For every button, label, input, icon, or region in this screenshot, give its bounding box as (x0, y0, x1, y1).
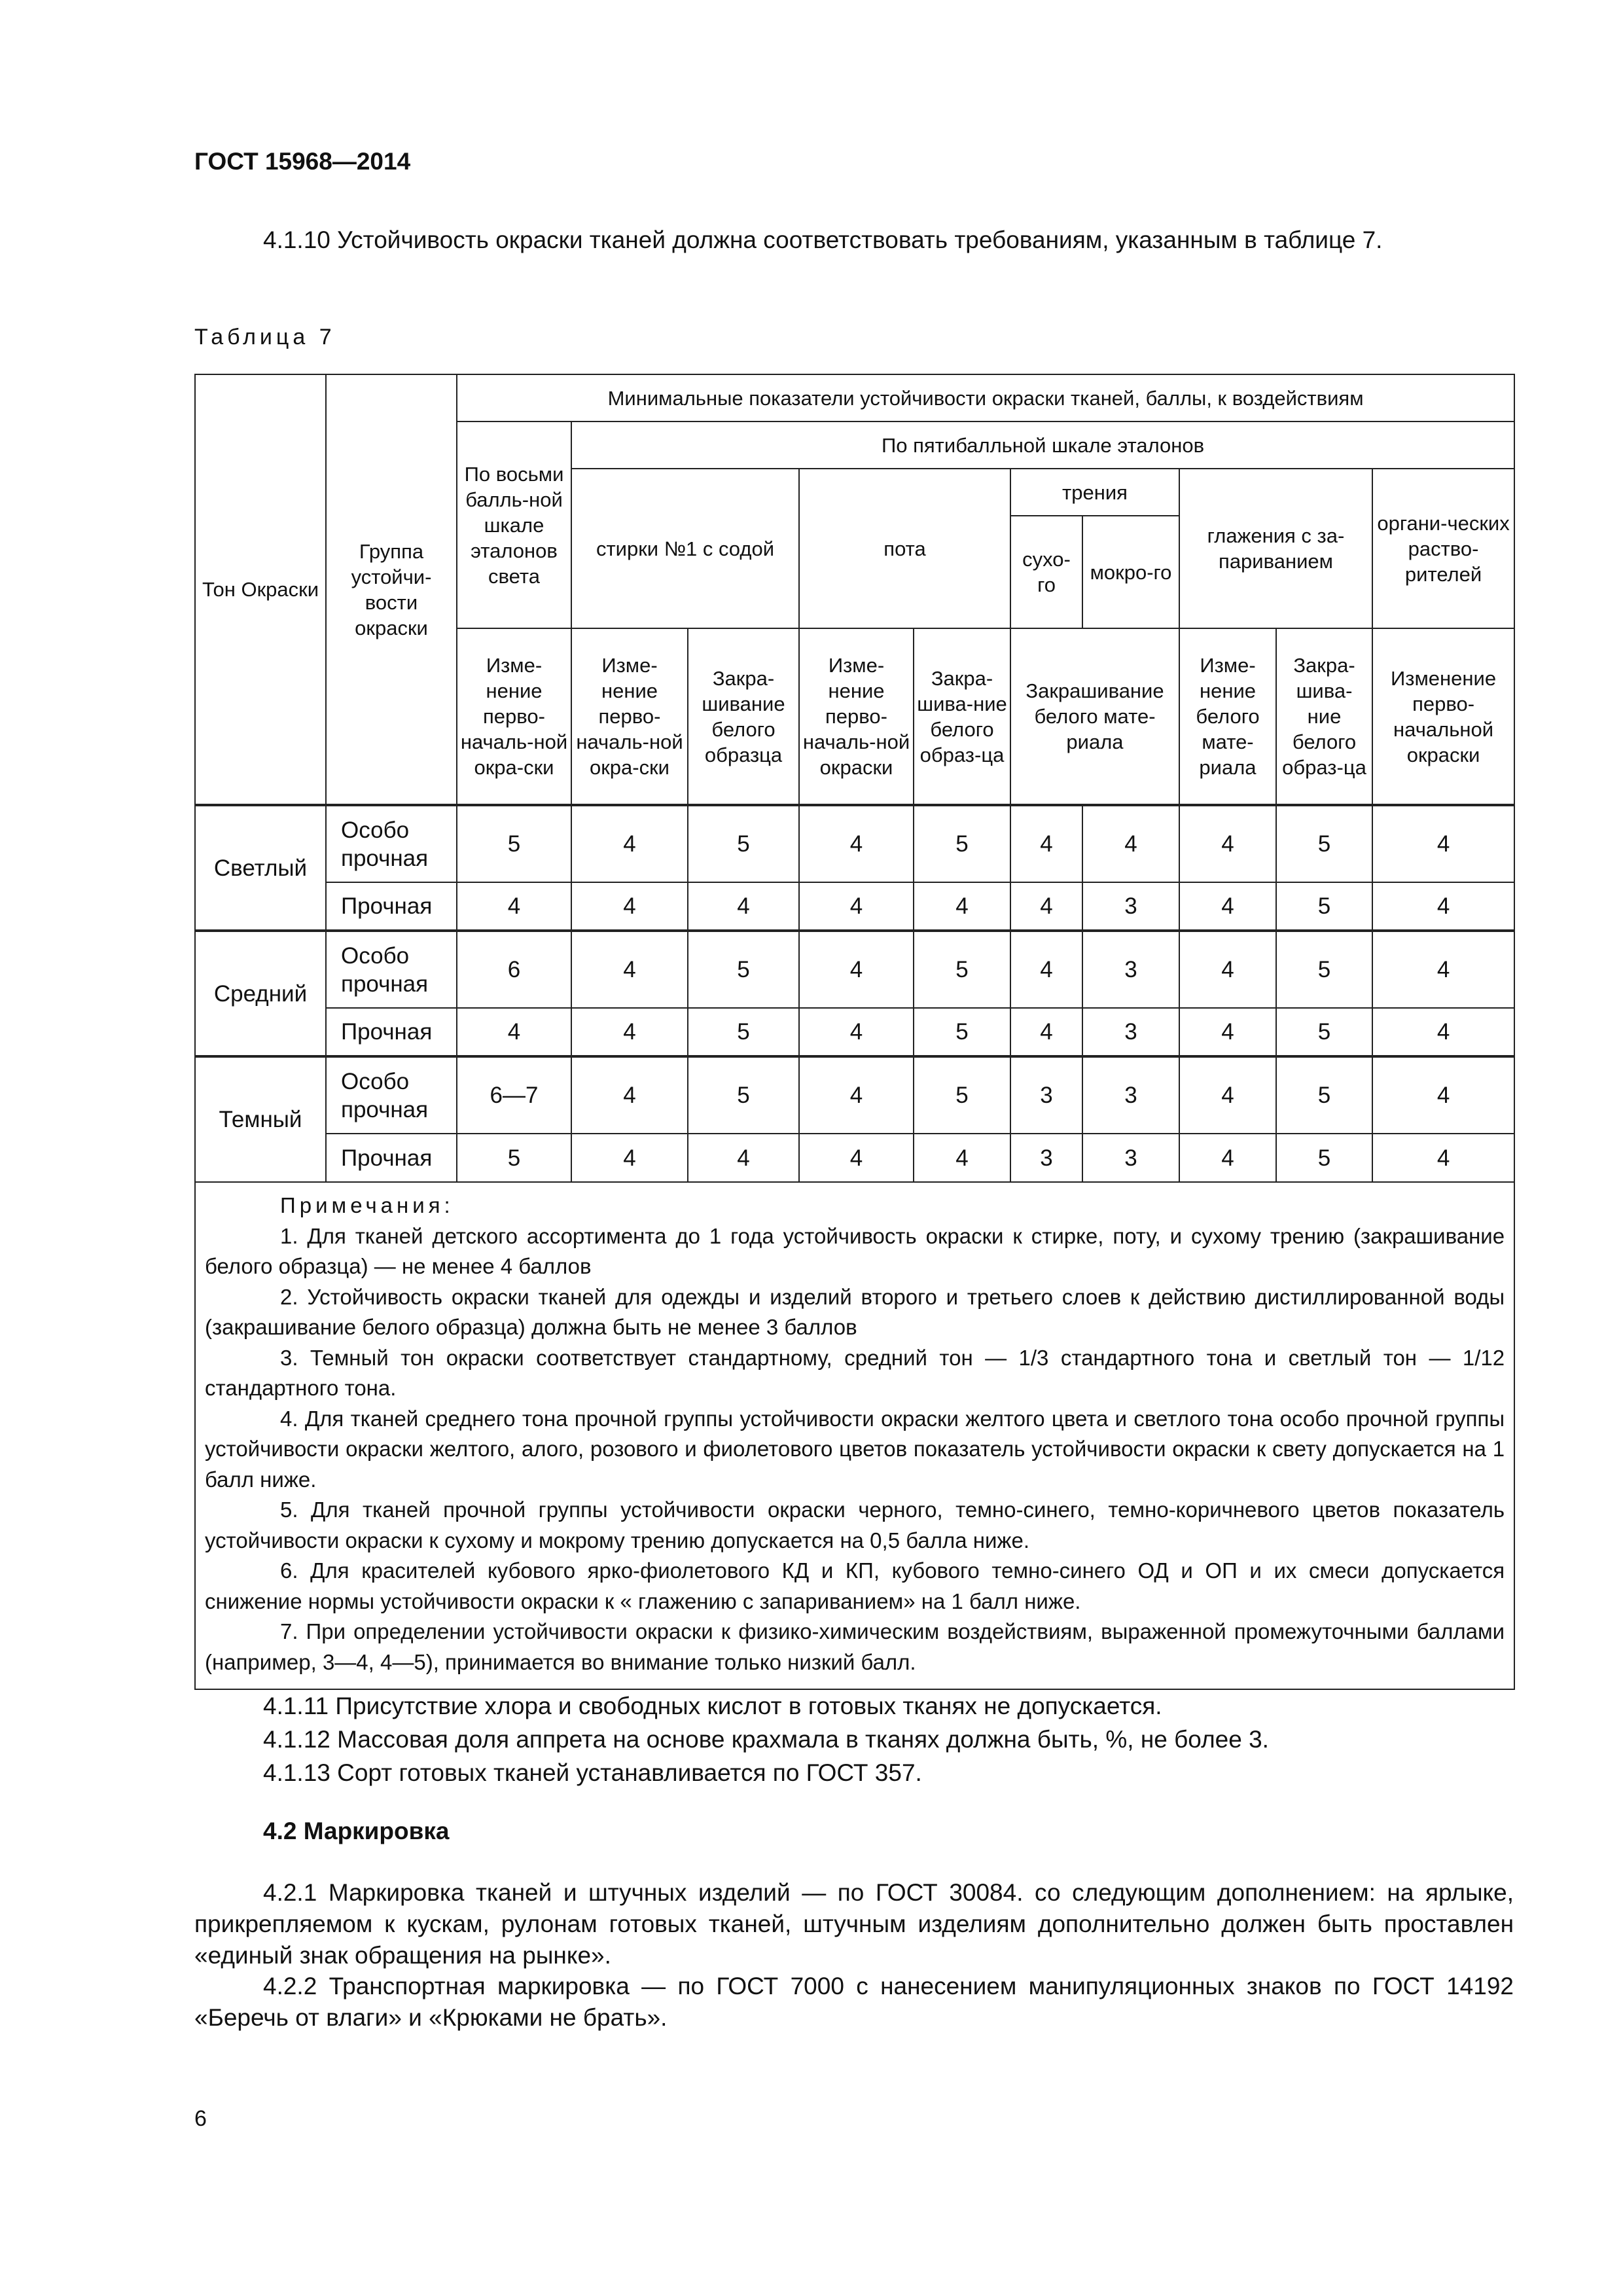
value-cell: 4 (1372, 805, 1514, 882)
table-row (195, 1056, 1514, 1134)
value-cell: 4 (799, 882, 914, 931)
table-row (195, 1008, 1514, 1056)
value-cell: 4 (1372, 931, 1514, 1008)
standard-header: ГОСТ 15968—2014 (194, 148, 411, 175)
value-cell: 4 (1179, 805, 1276, 882)
value-cell: 6—7 (457, 1056, 571, 1134)
value-cell: 4 (688, 882, 799, 931)
header-tone: Тон Окраски (195, 374, 326, 805)
table-label: Таблица 7 (194, 325, 336, 350)
value-cell: 4 (799, 931, 914, 1008)
value-cell: 5 (1276, 805, 1372, 882)
value-cell: 5 (688, 805, 799, 882)
value-cell: 4 (457, 882, 571, 931)
value-cell: 4 (914, 882, 1010, 931)
value-cell: 5 (1276, 1134, 1372, 1182)
paragraph-4-2-1: 4.2.1 Маркировка тканей и штучных изделий — по ГОСТ 30084. со следующим дополнением: на ярлыке, прикрепляемом к кускам, рулонам готовых тканей, штучным изделиям дополнительно должен быть проставлен «единый знак обращения на рынке». (194, 1879, 1514, 1969)
tone-cell: Светлый (195, 805, 326, 931)
sub-change-solvents: Изменение перво-начальной окраски (1372, 628, 1514, 805)
header-five-scale: По пятибалльной шкале эталонов (571, 422, 1514, 469)
value-cell: 4 (799, 1008, 914, 1056)
value-cell: 4 (799, 1056, 914, 1134)
sub-change-ironing: Изме-нение белого мате-риала (1179, 628, 1276, 805)
value-cell: 5 (914, 805, 1010, 882)
table-row (195, 805, 1514, 882)
note-3: 3. Темный тон окраски соответствует стандартному, средний тон — 1/3 стандартного тона и светлый тон — 1/12 стандартного тона. (205, 1345, 1505, 1400)
sub-change-light: Изме-нение перво-началь-ной окра-ски (457, 628, 571, 805)
value-cell: 4 (1179, 882, 1276, 931)
paragraph-4-1-12: 4.1.12 Массовая доля аппрета на основе крахмала в тканях должна быть, %, не более 3. (263, 1726, 1269, 1753)
note-2: 2. Устойчивость окраски тканей для одежды и изделий второго и третьего слоев к действию дистиллированной воды (закрашивание белого образца) должна быть не менее 3 баллов (205, 1284, 1505, 1339)
value-cell: 6 (457, 931, 571, 1008)
value-cell: 4 (1010, 931, 1082, 1008)
value-cell: 3 (1082, 931, 1179, 1008)
value-cell: 3 (1010, 1056, 1082, 1134)
group-cell: Прочная (326, 1134, 457, 1182)
table-row (195, 882, 1514, 931)
value-cell: 4 (571, 1134, 688, 1182)
tone-cell: Средний (195, 931, 326, 1056)
table-7 (194, 374, 1515, 1690)
header-solvents: органи-ческих раство-рителей (1372, 469, 1514, 628)
value-cell: 4 (1372, 882, 1514, 931)
sub-stain-wash: Закра-шивание белого образца (688, 628, 799, 805)
page-number: 6 (194, 2106, 207, 2131)
note-1: 1. Для тканей детского ассортимента до 1 года устойчивость окраски к стирке, поту, и сухому трению (закрашивание белого образца) — не менее 4 баллов (205, 1223, 1505, 1278)
group-cell: Особо прочная (326, 931, 457, 1008)
section-heading: 4.2 Маркировка (263, 1818, 450, 1844)
note-7: 7. При определении устойчивости окраски к физико-химическим воздействиям, выраженной промежуточными баллами (например, 3—4, 4—5), принимается во внимание только низкий балл. (205, 1619, 1505, 1674)
header-group: Группа устойчи-вости окраски (326, 374, 457, 805)
value-cell: 4 (688, 1134, 799, 1182)
value-cell: 3 (1082, 882, 1179, 931)
group-cell: Прочная (326, 1008, 457, 1056)
value-cell: 4 (1179, 931, 1276, 1008)
paragraph-4-1-11: 4.1.11 Присутствие хлора и свободных кислот в готовых тканях не допускается. (263, 1693, 1162, 1719)
value-cell: 3 (1010, 1134, 1082, 1182)
tone-cell: Темный (195, 1056, 326, 1182)
value-cell: 4 (1010, 882, 1082, 931)
header-ironing: глажения с за-париванием (1179, 469, 1372, 628)
value-cell: 4 (571, 805, 688, 882)
table-row (195, 931, 1514, 1008)
sub-stain-sweat: Закра-шива-ние белого образ-ца (914, 628, 1010, 805)
value-cell: 4 (1010, 805, 1082, 882)
value-cell: 3 (1082, 1134, 1179, 1182)
value-cell: 4 (571, 1056, 688, 1134)
value-cell: 5 (457, 805, 571, 882)
value-cell: 5 (1276, 1008, 1372, 1056)
header-main: Минимальные показатели устойчивости окраски тканей, баллы, к воздействиям (457, 374, 1514, 422)
table-notes (195, 1182, 1514, 1689)
value-cell: 5 (1276, 1056, 1372, 1134)
value-cell: 4 (1372, 1008, 1514, 1056)
value-cell: 4 (1372, 1056, 1514, 1134)
value-cell: 4 (1179, 1134, 1276, 1182)
table-row (195, 1134, 1514, 1182)
value-cell: 4 (799, 805, 914, 882)
note-5: 5. Для тканей прочной группы устойчивости окраски черного, темно-синего, темно-коричневого цветов показатель устойчивости окраски к сухому и мокрому трению допускается на 0,5 балла ниже. (205, 1498, 1505, 1552)
paragraph-4-2-2: 4.2.2 Транспортная маркировка — по ГОСТ 7000 с нанесением манипуляционных знаков по ГОСТ 14192 «Беречь от влаги» и «Крюками не брать». (194, 1973, 1514, 2031)
value-cell: 5 (457, 1134, 571, 1182)
value-cell: 4 (914, 1134, 1010, 1182)
note-6: 6. Для красителей кубового ярко-фиолетового КД и КП, кубового темно-синего ОД и ОП и их смеси допускается снижение нормы устойчивости окраски к « глажению с запариванием» на 1 балл ниже. (205, 1558, 1505, 1613)
group-cell: Особо прочная (326, 1056, 457, 1134)
group-cell: Особо прочная (326, 805, 457, 882)
value-cell: 3 (1082, 1056, 1179, 1134)
header-friction: трения (1010, 469, 1179, 516)
value-cell: 5 (914, 1056, 1010, 1134)
paragraph-4-1-13: 4.1.13 Сорт готовых тканей устанавливается по ГОСТ 357. (263, 1759, 922, 1786)
value-cell: 5 (688, 931, 799, 1008)
value-cell: 4 (1372, 1134, 1514, 1182)
header-wash: стирки №1 с содой (571, 469, 799, 628)
value-cell: 5 (1276, 931, 1372, 1008)
sub-change-wash: Изме-нение перво-началь-ной окра-ски (571, 628, 688, 805)
value-cell: 5 (914, 1008, 1010, 1056)
notes-title: Примечания: (280, 1193, 454, 1217)
value-cell: 4 (457, 1008, 571, 1056)
header-sweat: пота (799, 469, 1010, 628)
header-wet: мокро-го (1082, 516, 1179, 628)
value-cell: 4 (799, 1134, 914, 1182)
value-cell: 4 (571, 931, 688, 1008)
value-cell: 4 (571, 1008, 688, 1056)
sub-stain-ironing: Закра-шива-ние белого образ-ца (1276, 628, 1372, 805)
value-cell: 5 (688, 1008, 799, 1056)
intro-paragraph: 4.1.10 Устойчивость окраски тканей должна соответствовать требованиям, указанным в таблице 7. (263, 226, 1383, 253)
header-dry: сухо-го (1010, 516, 1082, 628)
value-cell: 4 (1179, 1008, 1276, 1056)
group-cell: Прочная (326, 882, 457, 931)
value-cell: 5 (1276, 882, 1372, 931)
sub-change-sweat: Изме-нение перво-началь-ной окраски (799, 628, 914, 805)
value-cell: 4 (1082, 805, 1179, 882)
value-cell: 4 (1179, 1056, 1276, 1134)
value-cell: 4 (571, 882, 688, 931)
value-cell: 5 (688, 1056, 799, 1134)
header-eight-scale: По восьми балль-ной шкале эталонов света (457, 422, 571, 628)
note-4: 4. Для тканей среднего тона прочной группы устойчивости окраски желтого цвета и светлого тона особо прочной группы устойчивости окраски желтого, алого, розового и фиолетового цветов показатель устойчивости окраски к свету допускается на 1 балл ниже. (205, 1406, 1505, 1492)
value-cell: 5 (914, 931, 1010, 1008)
value-cell: 3 (1082, 1008, 1179, 1056)
sub-stain-friction: Закрашивание белого мате-риала (1010, 628, 1179, 805)
value-cell: 4 (1010, 1008, 1082, 1056)
